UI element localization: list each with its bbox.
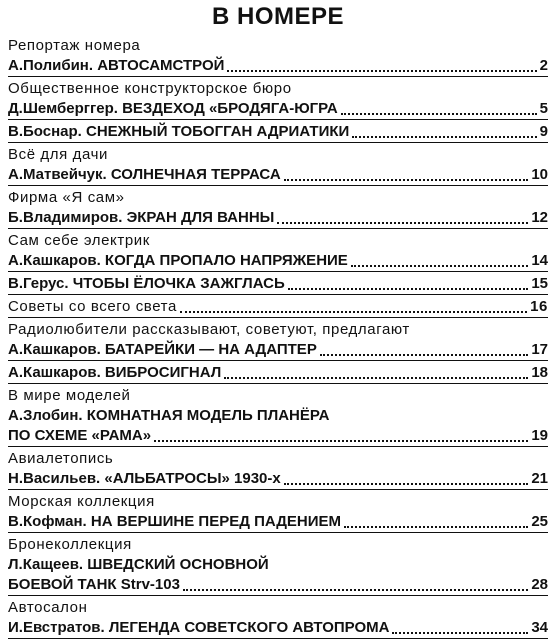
article-title: И.Евстратов. ЛЕГЕНДА СОВЕТСКОГО АВТОПРОМА xyxy=(8,619,390,636)
page-number: 2 xyxy=(539,57,548,74)
toc-entry[interactable] xyxy=(8,165,548,186)
section-heading: Всё для дачи xyxy=(8,146,108,163)
article-title: Д.Шемберггер. ВЕЗДЕХОД «БРОДЯГА-ЮГРА xyxy=(8,100,338,117)
article-title: А.Кашкаров. КОГДА ПРОПАЛО НАПРЯЖЕНИЕ xyxy=(8,252,348,269)
article-title: В.Кофман. НА ВЕРШИНЕ ПЕРЕД ПАДЕНИЕМ xyxy=(8,513,342,530)
dot-leader xyxy=(154,438,528,442)
article-title: Б.Владимиров. ЭКРАН ДЛЯ ВАННЫ xyxy=(8,209,275,226)
toc-entry[interactable] xyxy=(8,99,548,120)
page-number: 25 xyxy=(531,513,548,530)
toc-section xyxy=(8,297,548,318)
page-number: 21 xyxy=(531,470,548,487)
dot-leader xyxy=(277,220,528,224)
toc-entry[interactable] xyxy=(8,274,548,295)
article-title: А.Кашкаров. ВИБРОСИГНАЛ xyxy=(8,364,222,381)
toc-entry[interactable] xyxy=(8,251,548,272)
article-title: А.Злобин. КОМНАТНАЯ МОДЕЛЬ ПЛАНЁРА xyxy=(8,407,330,424)
dot-leader xyxy=(344,524,528,528)
section-heading: Морская коллекция xyxy=(8,493,155,510)
page-number: 12 xyxy=(531,209,548,226)
article-title: В.Боснар. СНЕЖНЫЙ ТОБОГГАН АДРИАТИКИ xyxy=(8,123,350,140)
article-title: А.Кашкаров. БАТАРЕЙКИ — НА АДАПТЕР xyxy=(8,341,317,358)
dot-leader xyxy=(320,352,528,356)
page-number: 5 xyxy=(539,100,548,117)
dot-leader xyxy=(224,375,528,379)
toc-entry[interactable] xyxy=(8,618,548,639)
dot-leader xyxy=(272,569,545,571)
section-heading: Фирма «Я сам» xyxy=(8,189,125,206)
page-number: 34 xyxy=(531,619,548,636)
section-heading: Авиалетопись xyxy=(8,450,114,467)
toc-entry[interactable] xyxy=(8,122,548,143)
section-heading: Радиолюбители рассказывают, советуют, предлагают xyxy=(8,321,410,338)
page-number: 28 xyxy=(531,576,548,593)
toc-section xyxy=(8,320,548,384)
toc-entry[interactable] xyxy=(8,555,548,575)
page-number: 18 xyxy=(531,364,548,381)
toc-entry[interactable] xyxy=(8,208,548,229)
toc-section xyxy=(8,386,548,447)
toc-section xyxy=(8,535,548,596)
dot-leader xyxy=(183,587,528,591)
toc-entry[interactable] xyxy=(8,512,548,533)
section-heading: Автосалон xyxy=(8,599,88,616)
toc-section xyxy=(8,36,548,77)
dot-leader xyxy=(288,286,529,290)
page-title: В НОМЕРЕ xyxy=(211,3,344,30)
toc-section xyxy=(8,188,548,229)
section-heading xyxy=(8,297,548,318)
section-heading: Репортаж номера xyxy=(8,37,141,54)
dot-leader xyxy=(352,134,536,138)
page-number: 19 xyxy=(531,427,548,444)
toc-section xyxy=(8,492,548,533)
dot-leader xyxy=(332,420,545,422)
toc-section xyxy=(8,145,548,186)
dot-leader xyxy=(284,177,529,181)
dot-leader xyxy=(284,481,529,485)
dot-leader xyxy=(227,68,536,72)
article-title: ПО СХЕМЕ «РАМА» xyxy=(8,427,152,444)
section-heading: Сам себе электрик xyxy=(8,232,150,249)
article-title: В.Герус. ЧТОБЫ ЁЛОЧКА ЗАЖГЛАСЬ xyxy=(8,275,285,292)
toc-entry[interactable] xyxy=(8,56,548,77)
toc-section xyxy=(8,231,548,295)
dot-leader xyxy=(341,111,537,115)
article-title: Н.Васильев. «АЛЬБАТРОСЫ» 1930-х xyxy=(8,470,281,487)
section-heading: В мире моделей xyxy=(8,387,131,404)
toc-entry[interactable] xyxy=(8,340,548,361)
section-heading: Бронеколлекция xyxy=(8,536,132,553)
dot-leader xyxy=(392,630,528,634)
page-number: 17 xyxy=(531,341,548,358)
table-of-contents xyxy=(8,36,548,639)
page-number: 14 xyxy=(531,252,548,269)
section-label: Советы со всего света xyxy=(8,298,177,315)
toc-section xyxy=(8,598,548,639)
page-number: 9 xyxy=(539,123,548,140)
page-number: 10 xyxy=(531,166,548,183)
article-title: А.Полибин. АВТОСАМСТРОЙ xyxy=(8,57,225,74)
article-title: Л.Кащеев. ШВЕДСКИЙ ОСНОВНОЙ xyxy=(8,556,269,573)
page-number: 15 xyxy=(531,275,548,292)
toc-entry[interactable] xyxy=(8,406,548,426)
article-title: А.Матвейчук. СОЛНЕЧНАЯ ТЕРРАСА xyxy=(8,166,281,183)
toc-entry[interactable] xyxy=(8,363,548,384)
toc-entry[interactable] xyxy=(8,469,548,490)
article-title: БОЕВОЙ ТАНК Strv-103 xyxy=(8,576,180,593)
toc-entry[interactable] xyxy=(8,426,548,447)
page-number[interactable]: 16 xyxy=(530,298,548,315)
toc-section xyxy=(8,449,548,490)
toc-section xyxy=(8,79,548,143)
toc-entry[interactable] xyxy=(8,575,548,596)
section-heading: Общественное конструкторское бюро xyxy=(8,80,292,97)
dot-leader xyxy=(180,309,527,313)
dot-leader xyxy=(351,263,529,267)
